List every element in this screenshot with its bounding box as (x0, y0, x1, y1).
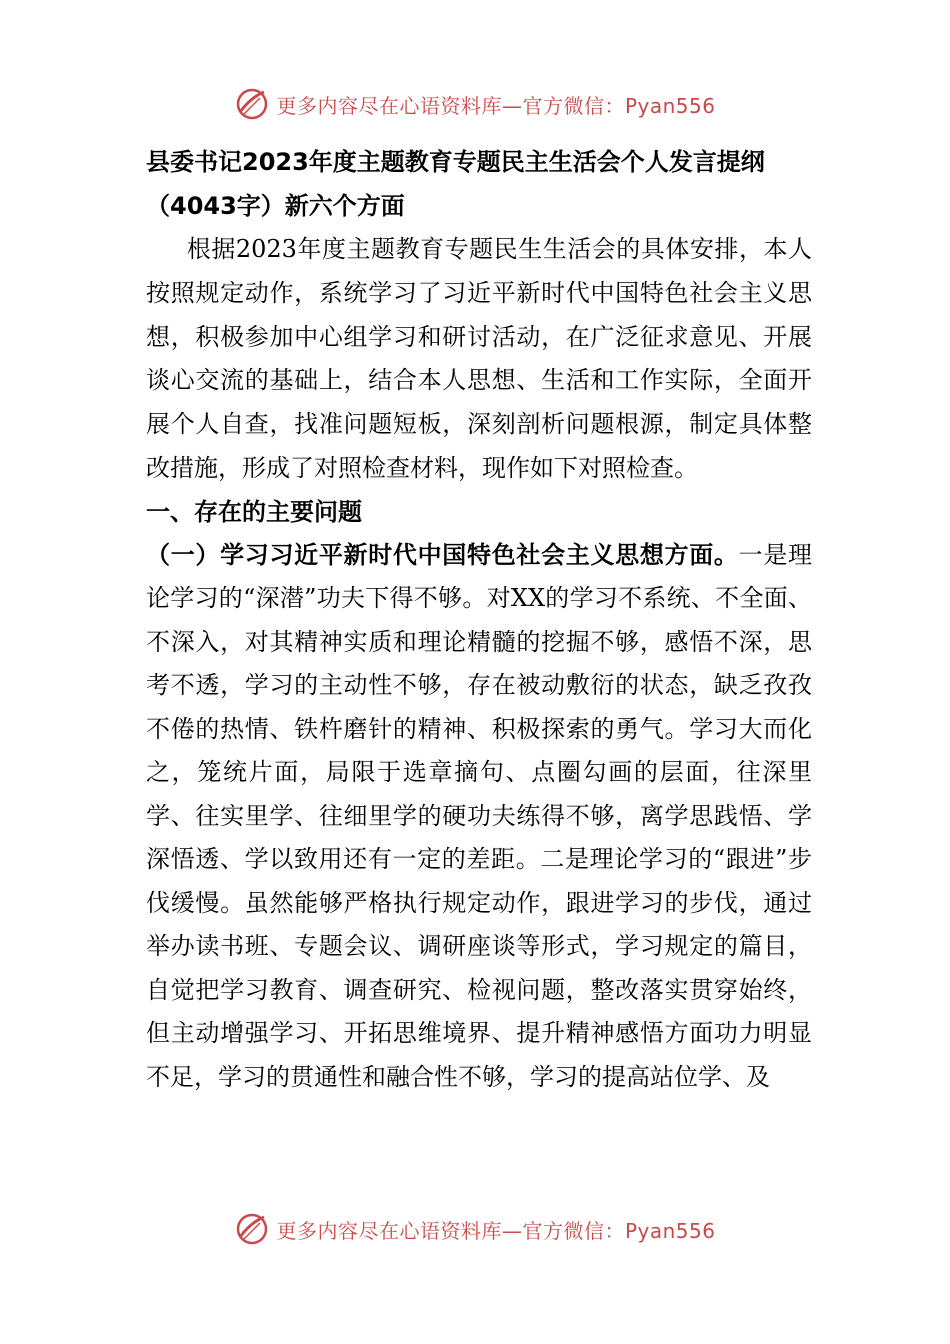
header-watermark-banner (0, 84, 950, 124)
banner-text: 更多内容尽在心语资料库—官方微信：Pyan556 (276, 1218, 716, 1243)
pen-signature-logo-icon (234, 1211, 270, 1247)
section-heading: 一、存在的主要问题 (146, 497, 362, 526)
intro-paragraph: 根据2023年度主题教育专题民生生活会的具体安排，本人按照规定动作，系统学习了习近平新时代中国特色社会主义思想，积极参加中心组学习和研讨活动，在广泛征求意见、开展谈心交流的基础上，结合本人思想、生活和工作实际，全面开展个人自查，找准问题短板，深刻剖析问题根源，制定具体整改措施，形成了对照检查材料，现作如下对照检查。 (146, 235, 812, 482)
banner-text: 更多内容尽在心语资料库—官方微信：Pyan556 (276, 93, 716, 118)
section-paragraph (146, 534, 812, 1100)
subsection-body: 一是理论学习的“深潜”功夫下得不够。对XX的学习不系统、不全面、不深入，对其精神实质和理论精髓的挖掘不够，感悟不深，思考不透，学习的主动性不够，存在被动敷衍的状态，缺乏孜孜不倦的热情、铁杵磨针的精神、积极探索的勇气。学习大而化之，笼统片面，局限于选章摘句、点圈勾画的层面，往深里学、往实里学、往细里学的硬功夫练得不够，离学思践悟、学深悟透、学以致用还有一定的差距。二是理论学习的“跟进”步伐缓慢。虽然能够严格执行规定动作，跟进学习的步伐，通过举办读书班、专题会议、调研座谈等形式，学习规定的篇目，自觉把学习教育、调查研究、检视问题，整改落实贯穿始终，但主动增强学习、开拓思维境界、提升精神感悟方面功力明显不足，学习的贯通性和融合性不够，学习的提高站位学、及 (146, 540, 813, 1091)
subsection-title: （一）学习习近平新时代中国特色社会主义思想方面。 (146, 540, 739, 569)
pen-signature-logo-icon (234, 86, 270, 122)
footer-watermark-banner (0, 1209, 950, 1249)
document-title: 县委书记2023年度主题教育专题民主生活会个人发言提纲（4043字）新六个方面 (146, 148, 765, 220)
document-body (146, 140, 812, 1099)
